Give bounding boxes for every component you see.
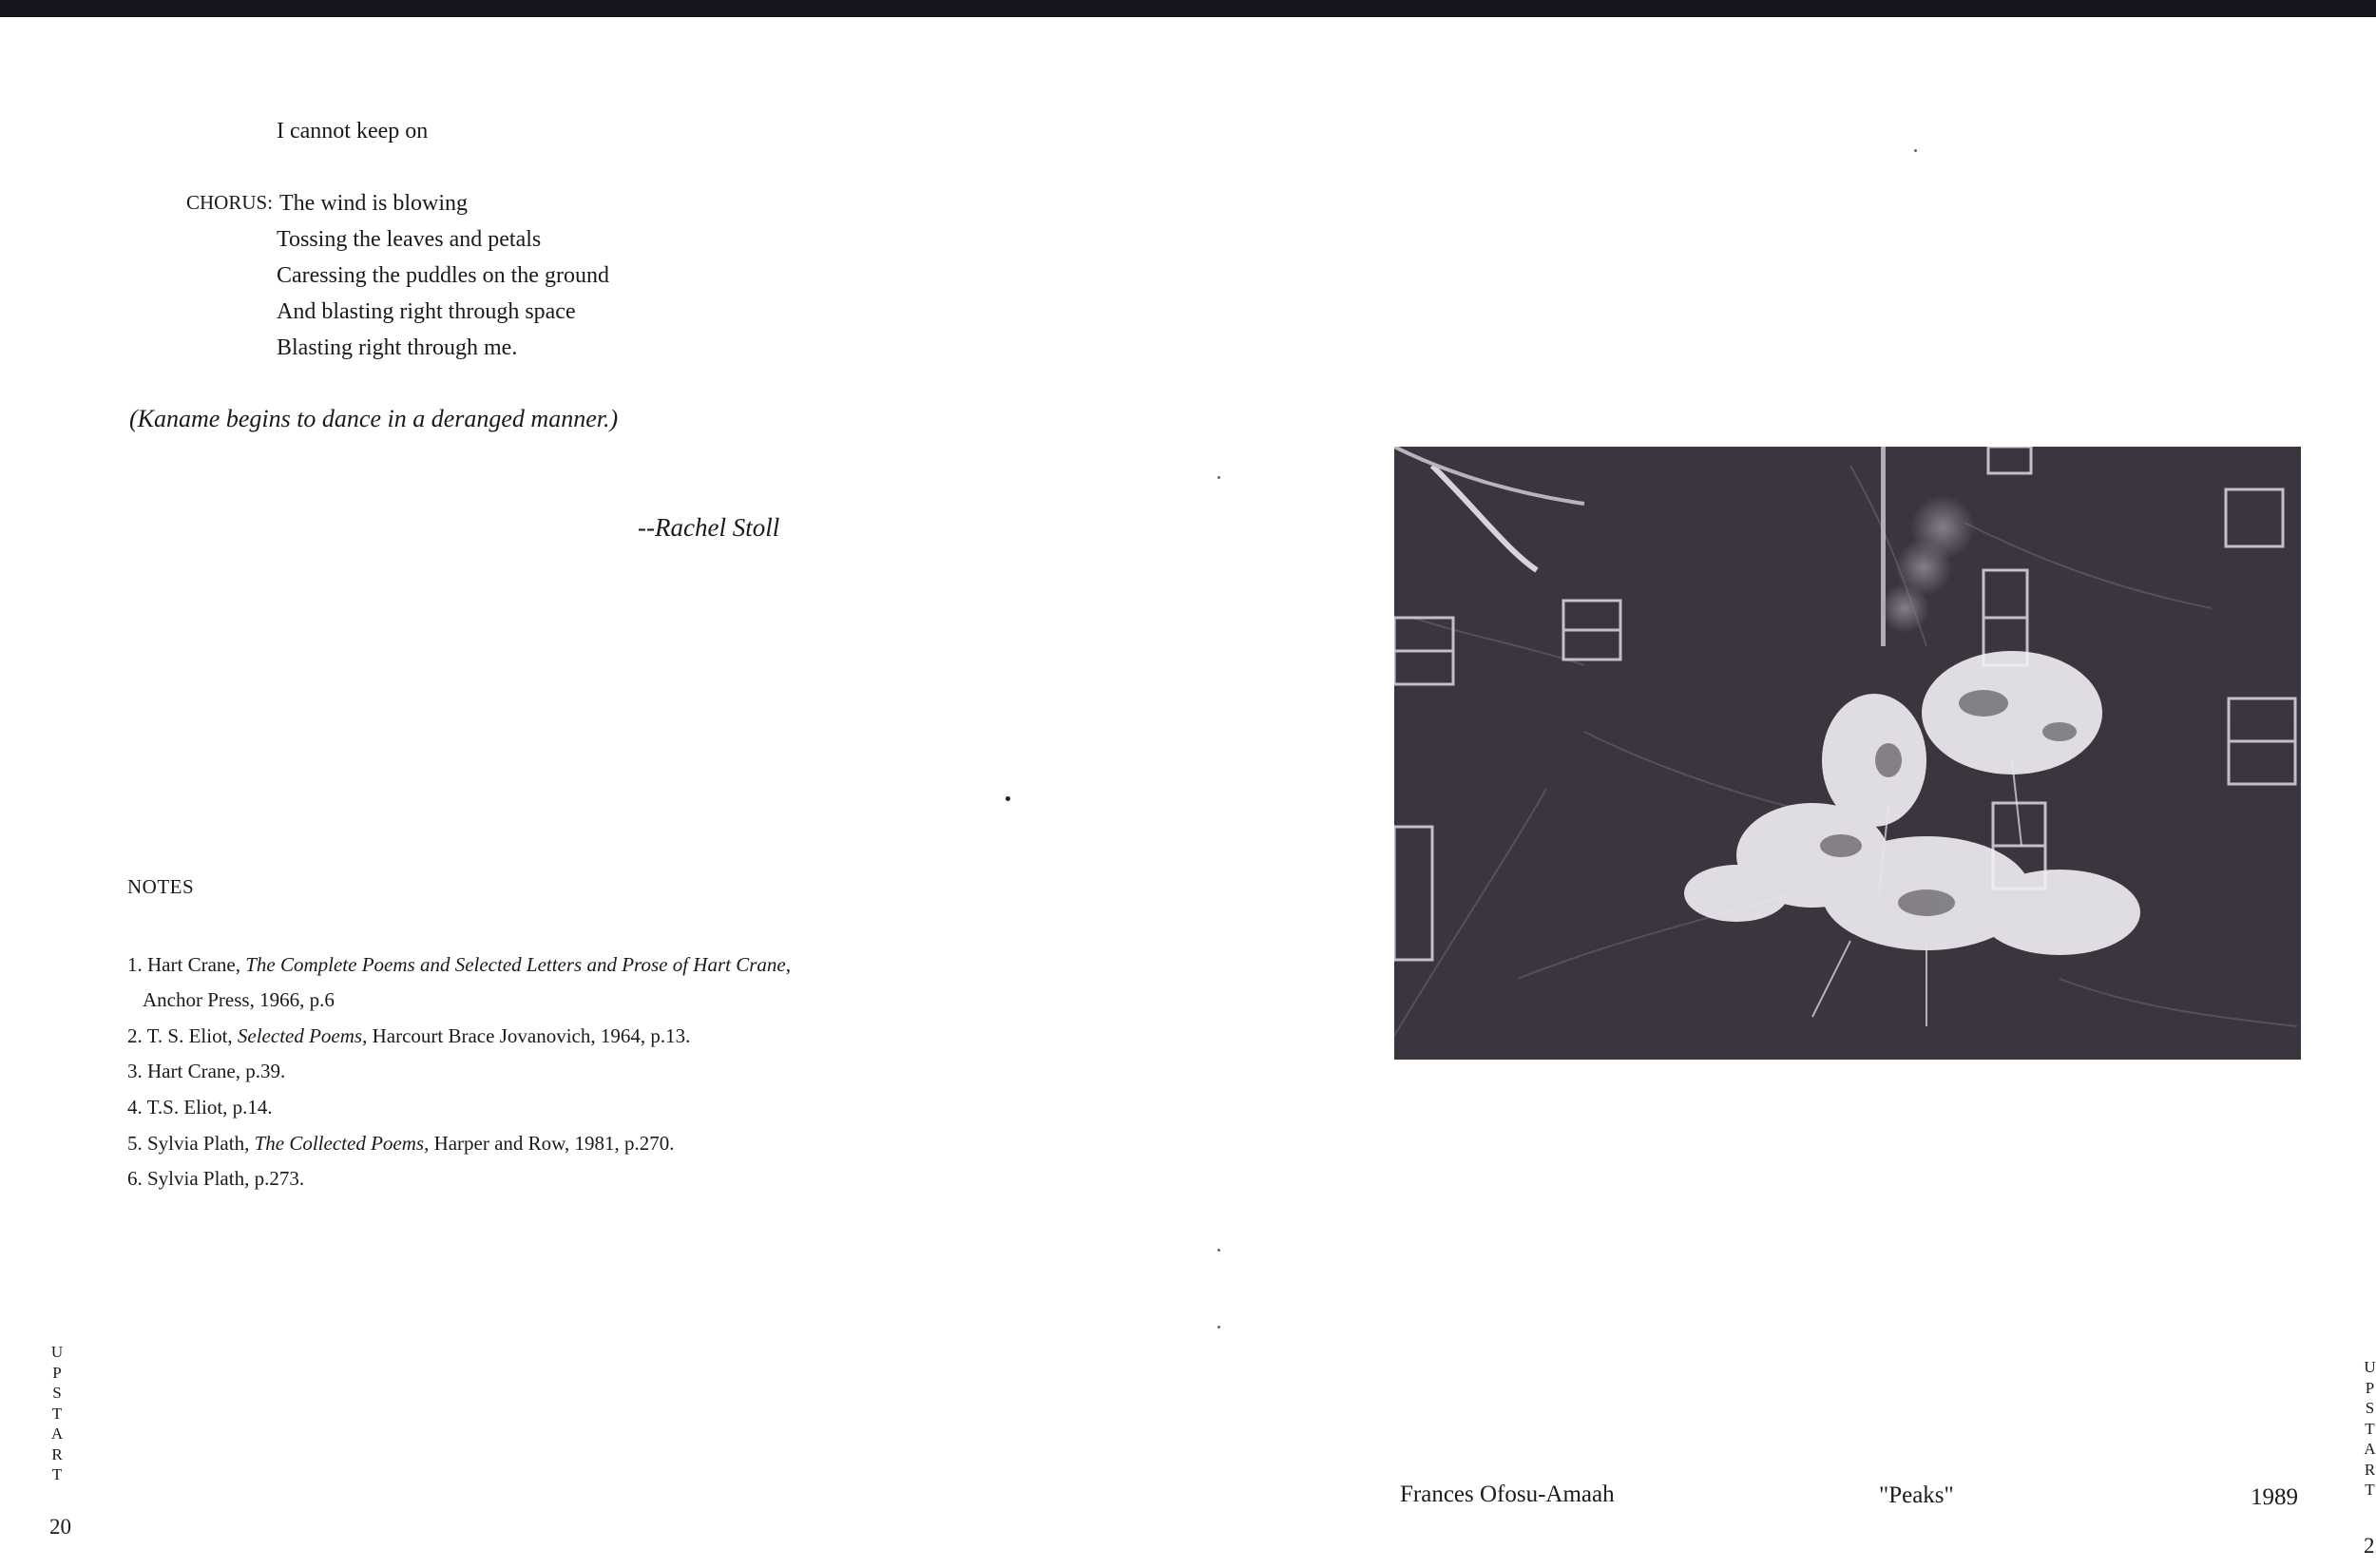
spine-label-left: U P S T A R T — [50, 1343, 64, 1483]
note-item: 2. T. S. Eliot, Selected Poems, Harcourt Brace Jovanovich, 1964, p.13. — [127, 1024, 691, 1047]
chorus-line: Blasting right through me. — [277, 335, 518, 360]
note-item: 3. Hart Crane, p.39. — [127, 1060, 286, 1082]
scan-speck — [1914, 149, 1917, 152]
page-number-left: 20 — [49, 1515, 71, 1539]
chorus-line: And blasting right through space — [277, 299, 576, 324]
note-item: 6. Sylvia Plath, p.273. — [127, 1167, 305, 1190]
scan-top-edge — [0, 0, 2376, 17]
poem-author: --Rachel Stoll — [638, 513, 780, 542]
note-item: 1. Hart Crane, The Complete Poems and Selected Letters and Prose of Hart Crane, — [127, 953, 791, 976]
notes-heading: NOTES — [127, 875, 195, 898]
note-title: The Complete Poems and Selected Letters and Prose of Hart Crane — [245, 953, 786, 976]
poem-line: I cannot keep on — [277, 119, 429, 143]
scan-speck — [1217, 1249, 1220, 1252]
stage-direction: (Kaname begins to dance in a deranged manner.) — [129, 405, 619, 432]
page-number-right: 2 — [2364, 1534, 2375, 1558]
chorus-line: The wind is blowing — [279, 191, 468, 216]
note-item: 5. Sylvia Plath, The Collected Poems, Harper and Row, 1981, p.270. — [127, 1132, 675, 1155]
photo-illustration — [1394, 447, 2301, 1060]
chorus-line: Caressing the puddles on the ground — [277, 263, 609, 288]
note-title: The Collected Poems — [254, 1132, 425, 1155]
spine-label-right: U P S T A R T — [2364, 1358, 2376, 1499]
scan-speck — [1217, 476, 1220, 479]
scan-speck — [1006, 796, 1010, 801]
artwork-title: "Peaks" — [1879, 1482, 1954, 1508]
scan-speck — [1217, 1326, 1220, 1329]
note-item: 4. T.S. Eliot, p.14. — [127, 1096, 273, 1119]
artist-name: Frances Ofosu-Amaah — [1400, 1482, 1615, 1507]
note-title: Selected Poems — [237, 1024, 363, 1047]
artwork-year: 1989 — [2251, 1484, 2298, 1510]
chorus-label: CHORUS: — [186, 191, 274, 214]
note-item: Anchor Press, 1966, p.6 — [143, 988, 335, 1011]
artwork-photograph — [1394, 447, 2301, 1060]
chorus-line: Tossing the leaves and petals — [277, 227, 542, 252]
